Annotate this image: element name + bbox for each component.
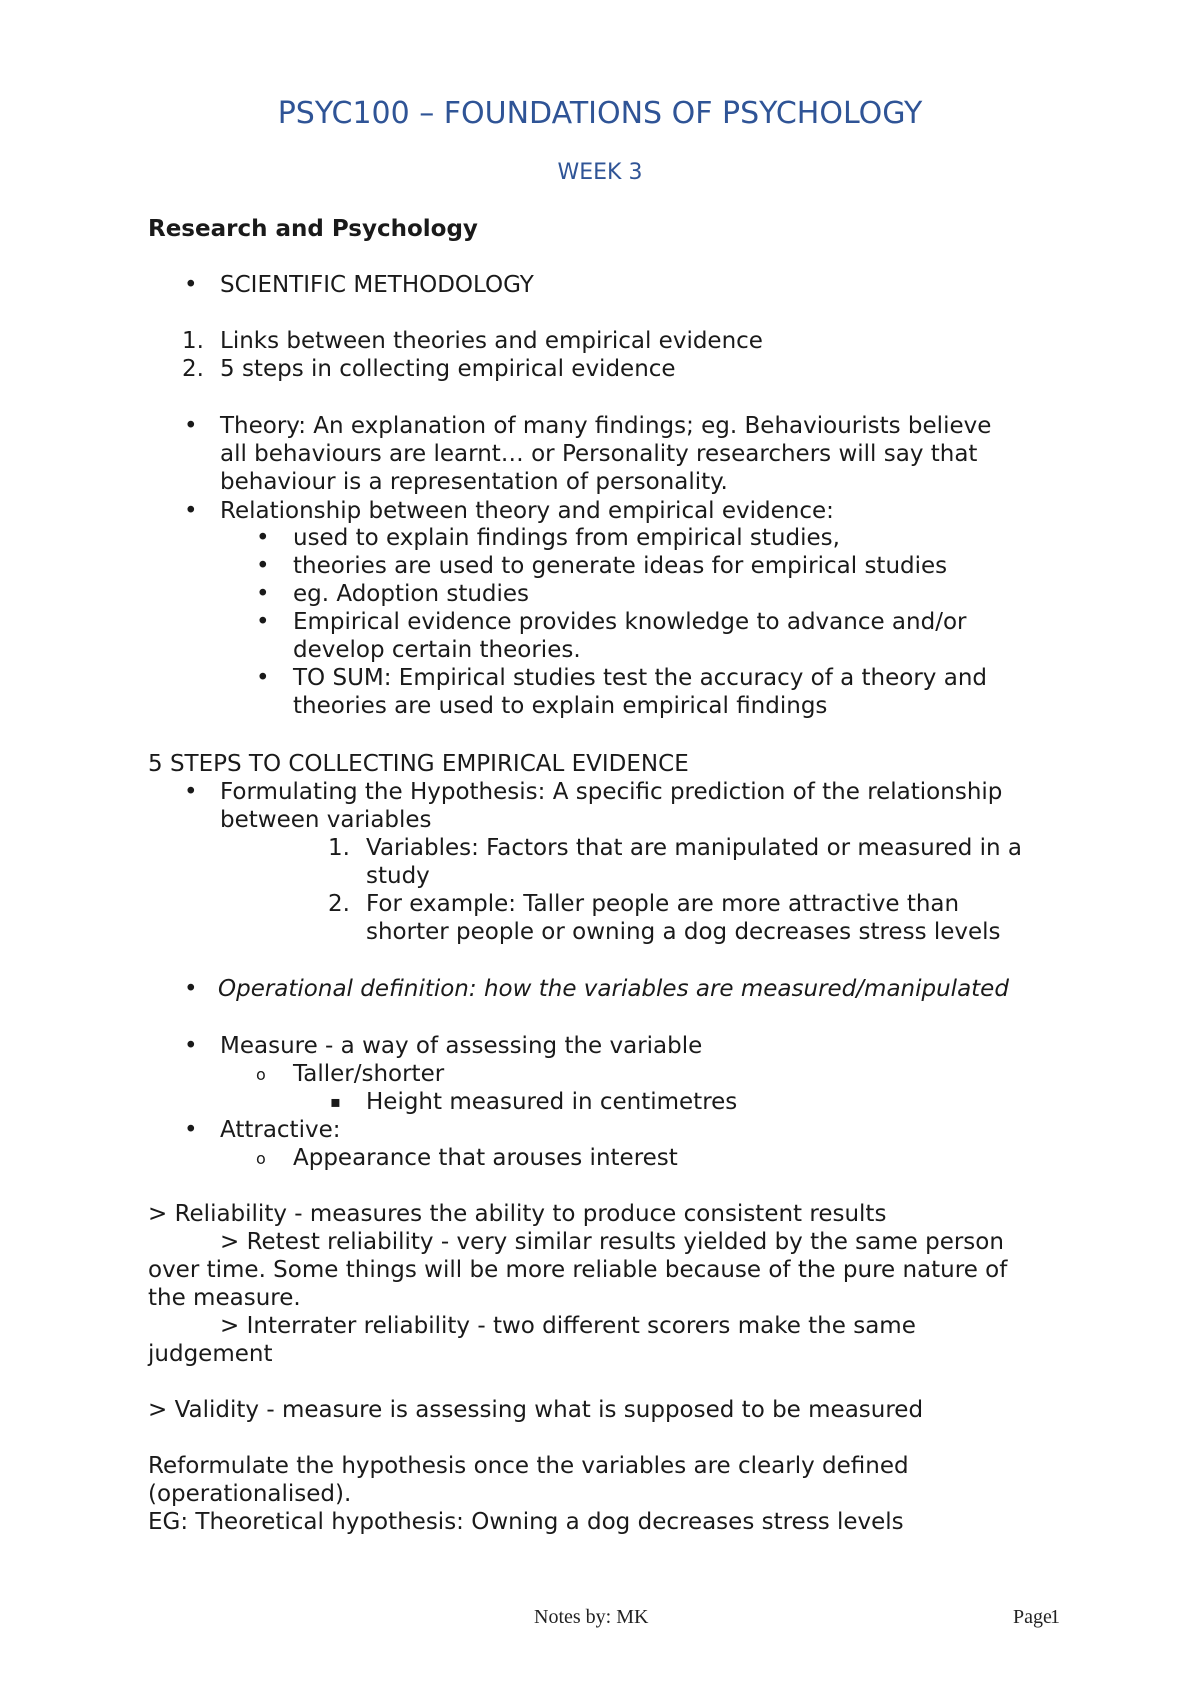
circle-bullet-marker: o	[256, 1065, 266, 1084]
bullet-marker: •	[256, 609, 270, 635]
document-title: PSYC100 – FOUNDATIONS OF PSYCHOLOGY	[277, 96, 923, 131]
list-item: Theory: An explanation of many findings; eg. Behaviourists believe	[220, 413, 992, 439]
list-item: TO SUM: Empirical studies test the accuracy of a theory and	[293, 665, 987, 691]
number-marker: 2.	[328, 891, 350, 917]
week-subtitle: WEEK 3	[557, 160, 643, 185]
list-item-continued: between variables	[220, 807, 432, 833]
list-item-continued: shorter people or owning a dog decreases stress levels	[366, 919, 1001, 945]
bullet-marker: •	[184, 976, 198, 1002]
paragraph-line: > Retest reliability - very similar results yielded by the same person	[220, 1229, 1004, 1255]
footer-page-number: 1	[1050, 1606, 1060, 1628]
list-item: For example: Taller people are more attractive than	[366, 891, 960, 917]
bullet-marker: •	[184, 272, 198, 298]
list-item-continued: all behaviours are learnt… or Personality researchers will say that	[220, 441, 978, 467]
bullet-marker: •	[184, 1033, 198, 1059]
list-item: Formulating the Hypothesis: A specific prediction of the relationship	[220, 779, 1003, 805]
paragraph-line: > Validity - measure is assessing what is supposed to be measured	[148, 1397, 924, 1423]
footer-page-label: Page	[1013, 1606, 1052, 1628]
number-marker: 1.	[328, 835, 350, 861]
list-item-continued: study	[366, 863, 430, 889]
bullet-marker: •	[184, 1117, 198, 1143]
list-item: Empirical evidence provides knowledge to advance and/or	[293, 609, 967, 635]
paragraph-line: Reformulate the hypothesis once the variables are clearly defined	[148, 1453, 909, 1479]
bullet-marker: •	[256, 525, 270, 551]
list-item: Height measured in centimetres	[366, 1089, 738, 1115]
list-item: Variables: Factors that are manipulated or measured in a	[366, 835, 1023, 861]
list-item-continued: theories are used to explain empirical findings	[293, 693, 828, 719]
list-item: Measure - a way of assessing the variable	[220, 1033, 703, 1059]
bullet-marker: •	[256, 581, 270, 607]
list-item-continued: behaviour is a representation of personality.	[220, 469, 728, 495]
paragraph-line: > Interrater reliability - two different scorers make the same	[220, 1313, 916, 1339]
footer-notes-by: Notes by: MK	[534, 1606, 649, 1628]
number-marker: 1.	[182, 328, 204, 354]
list-item: theories are used to generate ideas for empirical studies	[293, 553, 948, 579]
bullet-marker: •	[184, 498, 198, 524]
paragraph-line: (operationalised).	[148, 1481, 352, 1507]
section-heading: Research and Psychology	[148, 216, 478, 242]
bullet-marker: •	[256, 553, 270, 579]
list-item: Taller/shorter	[293, 1061, 445, 1087]
list-item: SCIENTIFIC METHODOLOGY	[220, 272, 534, 298]
paragraph-line: the measure.	[148, 1285, 301, 1311]
list-item: eg. Adoption studies	[293, 581, 530, 607]
steps-heading: 5 STEPS TO COLLECTING EMPIRICAL EVIDENCE	[148, 751, 689, 777]
operational-definition: Operational definition: how the variables are measured/manipulated	[218, 976, 1009, 1002]
list-item: Relationship between theory and empirical evidence:	[220, 498, 834, 524]
paragraph-line: EG: Theoretical hypothesis: Owning a dog decreases stress levels	[148, 1509, 904, 1535]
list-item: used to explain findings from empirical studies,	[293, 525, 840, 551]
list-item-continued: develop certain theories.	[293, 637, 581, 663]
bullet-marker: •	[184, 413, 198, 439]
list-item: Attractive:	[220, 1117, 341, 1143]
paragraph-line: judgement	[148, 1341, 273, 1367]
paragraph-line: over time. Some things will be more reliable because of the pure nature of	[148, 1257, 1008, 1283]
list-item: Appearance that arouses interest	[293, 1145, 678, 1171]
circle-bullet-marker: o	[256, 1149, 266, 1168]
list-item: Links between theories and empirical evidence	[220, 328, 763, 354]
bullet-marker: •	[256, 665, 270, 691]
square-bullet-marker: ▪	[330, 1092, 341, 1111]
list-item: 5 steps in collecting empirical evidence	[220, 356, 676, 382]
number-marker: 2.	[182, 356, 204, 382]
paragraph-line: > Reliability - measures the ability to produce consistent results	[148, 1201, 887, 1227]
bullet-marker: •	[184, 779, 198, 805]
